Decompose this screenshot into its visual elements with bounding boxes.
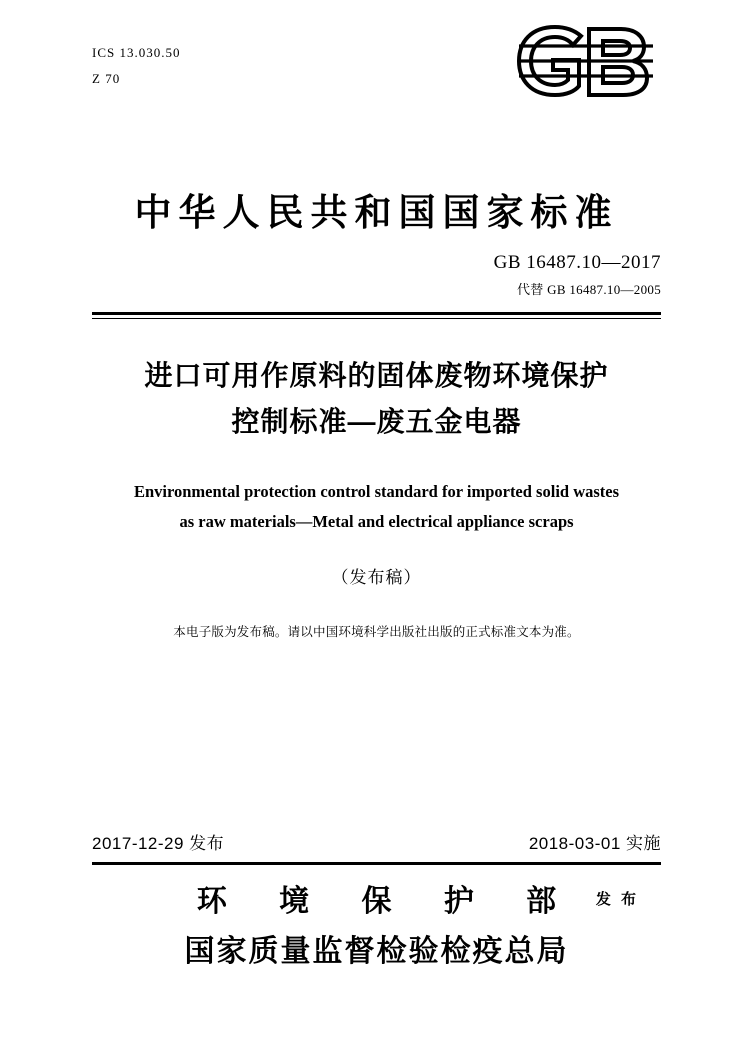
date-row: [92, 829, 661, 854]
issuer-primary: [92, 879, 661, 925]
cover-header: [92, 0, 661, 160]
effective-date: 2018-03-01 实施: [528, 834, 661, 853]
document-note: 本电子版为发布稿。请以中国环境科学出版社出版的正式标准文本为准。: [173, 625, 580, 639]
divider-thick-bottom: [92, 862, 661, 865]
document-title-line-2: 控制标准—废五金电器: [231, 406, 522, 437]
issuer-secondary: 国家质量监督检验检疫总局: [184, 935, 569, 968]
standard-replaces: 代替 GB 16487.10—2005: [516, 282, 661, 297]
document-stage: （发布稿）: [331, 568, 422, 587]
divider-thin-top: [92, 318, 661, 319]
national-standard-title: 中华人民共和国国家标准: [134, 192, 619, 233]
issue-date: 2017-12-29 发布: [92, 834, 225, 853]
cover-footer: [92, 829, 661, 975]
document-title-english: [92, 477, 661, 537]
standard-number: GB 16487.10—2017: [493, 252, 661, 273]
document-title-en-line-1: Environmental protection control standard for imported solid wastes: [133, 482, 620, 501]
document-title: [92, 353, 661, 445]
issuer-primary-label: 环 境 保 护 部: [196, 885, 579, 918]
ics-code: ICS 13.030.50: [92, 45, 181, 60]
divider-thick-top: [92, 312, 661, 315]
gb-logo-icon: [511, 22, 661, 100]
document-title-line-1: 进口可用作原料的固体废物环境保护: [144, 360, 609, 391]
classification-code: Z 70: [92, 71, 121, 86]
issuer-publish-label: 发 布: [595, 891, 639, 908]
document-title-en-line-2: as raw materials—Metal and electrical appliance scraps: [179, 512, 574, 531]
